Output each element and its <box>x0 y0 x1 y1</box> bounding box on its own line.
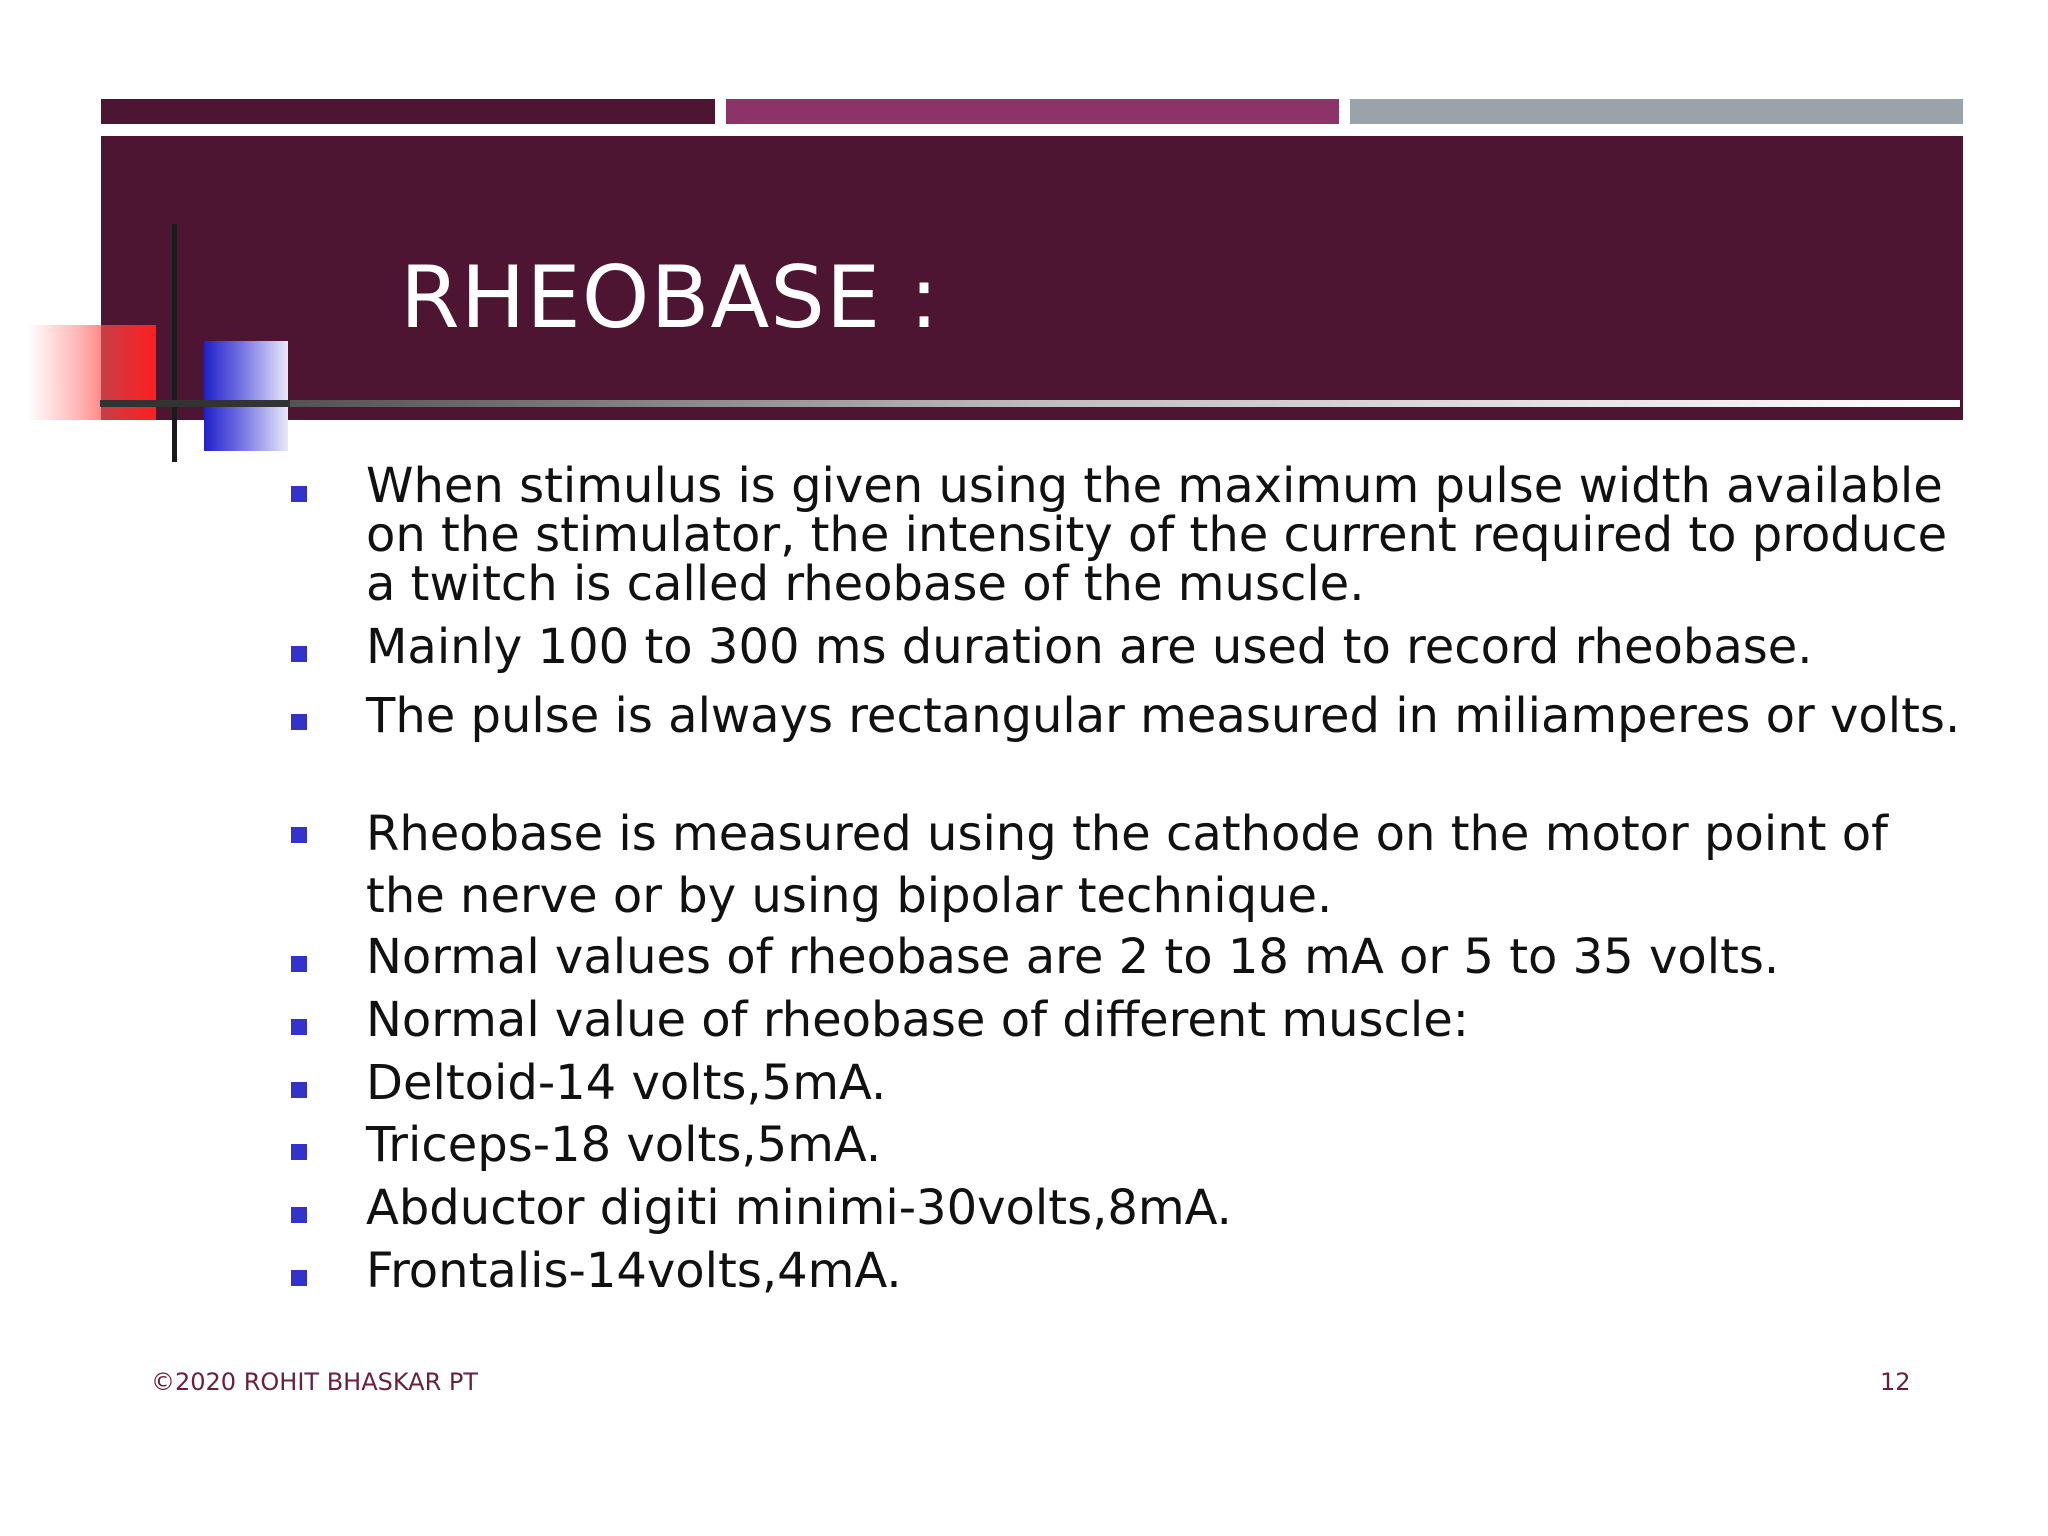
bullet-square-icon <box>291 646 307 662</box>
bullet-square-icon <box>291 1082 307 1098</box>
top-bar-light <box>1350 99 1963 124</box>
top-bar-dark <box>101 99 715 124</box>
bullet-square-icon <box>291 1144 307 1160</box>
bullet-square-icon <box>291 827 307 843</box>
slide-title: RHEOBASE : <box>400 248 940 348</box>
title-underline <box>100 400 1960 407</box>
list-item-text: Normal value of rheobase of different muscle: <box>366 992 1469 1048</box>
bullet-square-icon <box>291 486 307 502</box>
list-item-text: Mainly 100 to 300 ms duration are used to record rheobase. <box>366 619 1813 675</box>
bullet-square-icon <box>291 1019 307 1035</box>
list-item-text: Frontalis-14volts,4mA. <box>366 1243 902 1299</box>
bullet-square-icon <box>291 714 307 730</box>
title-band <box>101 136 1963 420</box>
bullet-square-icon <box>291 1207 307 1223</box>
bullet-square-icon <box>291 1270 307 1286</box>
decorative-blue-square <box>204 341 288 451</box>
list-item-text: The pulse is always rectangular measured in miliamperes or volts. <box>366 688 1961 744</box>
top-bar-mid <box>726 99 1339 124</box>
list-item-text: Abductor digiti minimi-30volts,8mA. <box>366 1180 1232 1236</box>
decorative-horizontal-line <box>100 400 290 407</box>
list-item-text: When stimulus is given using the maximum pulse width available on the stimulator, the intensity of the current required to produce a twitch is called rheobase of the muscle. <box>366 458 1948 612</box>
list-item-text: Rheobase is measured using the cathode on the motor point of the nerve or by using bipolar technique. <box>366 806 1888 924</box>
list-item-text: Triceps-18 volts,5mA. <box>366 1117 882 1173</box>
list-item-text: Normal values of rheobase are 2 to 18 mA or 5 to 35 volts. <box>366 929 1780 985</box>
page-number: 12 <box>1880 1368 1911 1396</box>
decorative-vertical-line <box>172 224 177 462</box>
footer-copyright: ©2020 ROHIT BHASKAR PT <box>151 1368 479 1396</box>
bullet-square-icon <box>291 956 307 972</box>
list-item-text: Deltoid-14 volts,5mA. <box>366 1055 887 1111</box>
